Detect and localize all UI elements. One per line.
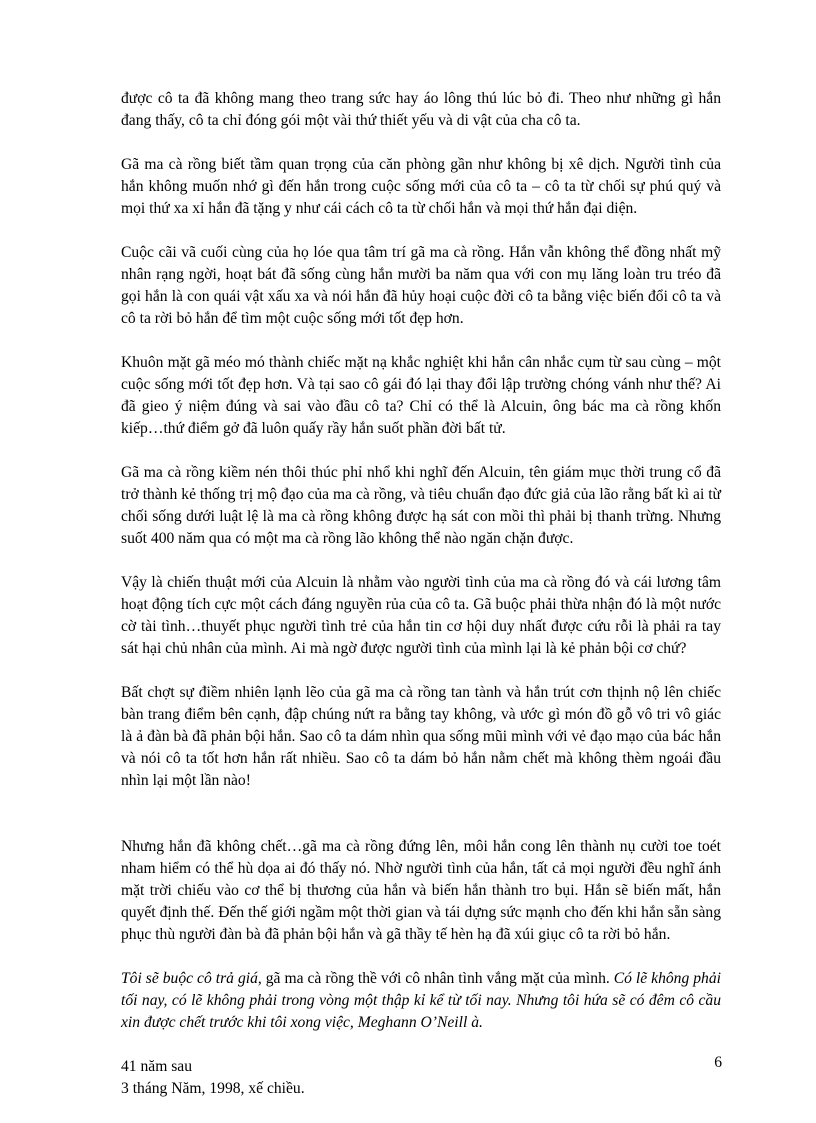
paragraph-9 [121,968,721,1034]
paragraph-5: Gã ma cà rồng kiềm nén thôi thúc phỉ nhổ khi nghĩ đến Alcuin, tên giám mục thời trung cổ đã trở thành kẻ thống trị mộ đạo của ma cà rồng, và tiêu chuẩn đạo đức giả của lão rằng bất kì ai từ chối sống dưới luật lệ là ma cà rồng không được hạ sát con mồi thì phải bị thanh trừng. Nhưng suốt 400 năm qua có một ma cà rồng lão không thể nào ngăn chặn được. [121,464,721,547]
paragraph-7: Bất chợt sự điềm nhiên lạnh lẽo của gã ma cà rồng tan tành và hắn trút cơn thịnh nộ lên chiếc bàn trang điểm bên cạnh, đập chúng nứt ra bằng tay không, và ước gì món đồ gỗ vô tri vô giác là ả đàn bà đã phản bội hắn. Sao cô ta dám nhìn qua sống mũi mình với vẻ đạo mạo của bác hắn và nói cô ta tốt hơn hắn rất nhiều. Sao cô ta dám bỏ hắn nằm chết mà không thèm ngoái đầu nhìn lại một lần nào! [121,684,721,789]
document-body [121,88,721,1122]
vow-italic-end: Có lẽ không phải tối nay, có lẽ không phải trong vòng một thập kỉ kể từ tối nay. Nhưng tôi hứa sẽ có đêm cô cầu xin được chết trước khi tôi xong việc, Meghann O’Neill à. [121,970,721,1031]
paragraph-6: Vậy là chiến thuật mới của Alcuin là nhằm vào người tình của ma cà rồng đó và cái lương tâm hoạt động tích cực một cách đáng nguyền rủa của cô ta. Gã buộc phải thừa nhận đó là một nước cờ tài tình…thuyết phục người tình trẻ của hắn tin cơ hội duy nhất được cứu rỗi là phải ra tay sát hại chủ nhân của mình. Ai mà ngờ được người tình của mình lại là kẻ phản bội cơ chứ? [121,574,721,657]
page-number: 6 [714,1054,722,1071]
paragraph-8: Nhưng hắn đã không chết…gã ma cà rồng đứng lên, môi hắn cong lên thành nụ cười toe toét nham hiểm có thể hù dọa ai đó thấy nó. Nhờ người tình của hắn, tất cả mọi người đều nghĩ ánh mặt trời chiếu vào cơ thể bị thương của hắn và biến hắn thành tro bụi. Hắn sẽ biến mất, hắn quyết định thế. Đến thế giới ngầm một thời gian và tái dựng sức mạnh cho đến khi hắn sẵn sàng phục thù người đàn bà đã phản bội hắn và gã thầy tế hèn hạ đã xúi giục cô ta rời bỏ hắn. [121,838,721,943]
date-line: 3 tháng Năm, 1998, xế chiều. [121,1080,305,1097]
paragraph-4: Khuôn mặt gã méo mó thành chiếc mặt nạ khắc nghiệt khi hắn cân nhắc cụm từ sau cùng – một cuộc sống mới tốt đẹp hơn. Và tại sao cô gái đó lại thay đổi lập trường chóng vánh như thế? Ai đã gieo ý niệm đúng và sai vào đầu cô ta? Chỉ có thể là Alcuin, ông bác ma cà rồng khốn kiếp…thứ điểm gở đã luôn quấy rầy hắn suốt phần đời bất tử. [121,354,721,437]
timeskip-line: 41 năm sau [121,1058,193,1075]
paragraph-1: được cô ta đã không mang theo trang sức hay áo lông thú lúc bỏ đi. Theo như những gì hắn đang thấy, cô ta chỉ đóng gói một vài thứ thiết yếu và di vật của cha cô ta. [121,90,721,129]
paragraph-2: Gã ma cà rồng biết tầm quan trọng của căn phòng gần như không bị xê dịch. Người tình của hắn không muốn nhớ gì đến hắn trong cuộc sống mới của cô ta – cô ta từ chối sự phú quý và mọi thứ xa xỉ hắn đã tặng y như cái cách cô ta từ chối hắn và mọi thứ hắn đại diện. [121,156,721,217]
paragraph-3: Cuộc cãi vã cuối cùng của họ lóe qua tâm trí gã ma cà rồng. Hắn vẫn không thể đồng nhất mỹ nhân rạng ngời, hoạt bát đã sống cùng hắn mười ba năm qua với con mụ lăng loàn tru tréo đã gọi hắn là con quái vật xấu xa và nói hắn đã hủy hoại cuộc đời cô ta bằng việc biến đổi cô ta và cô ta rời bỏ hắn để tìm một cuộc sống mới tốt đẹp hơn. [121,244,721,327]
vow-narration: , gã ma cà rồng thề với cô nhân tình vắng mặt của mình. [257,970,614,987]
vow-italic-start: Tôi sẽ buộc cô trả giá [121,970,258,987]
